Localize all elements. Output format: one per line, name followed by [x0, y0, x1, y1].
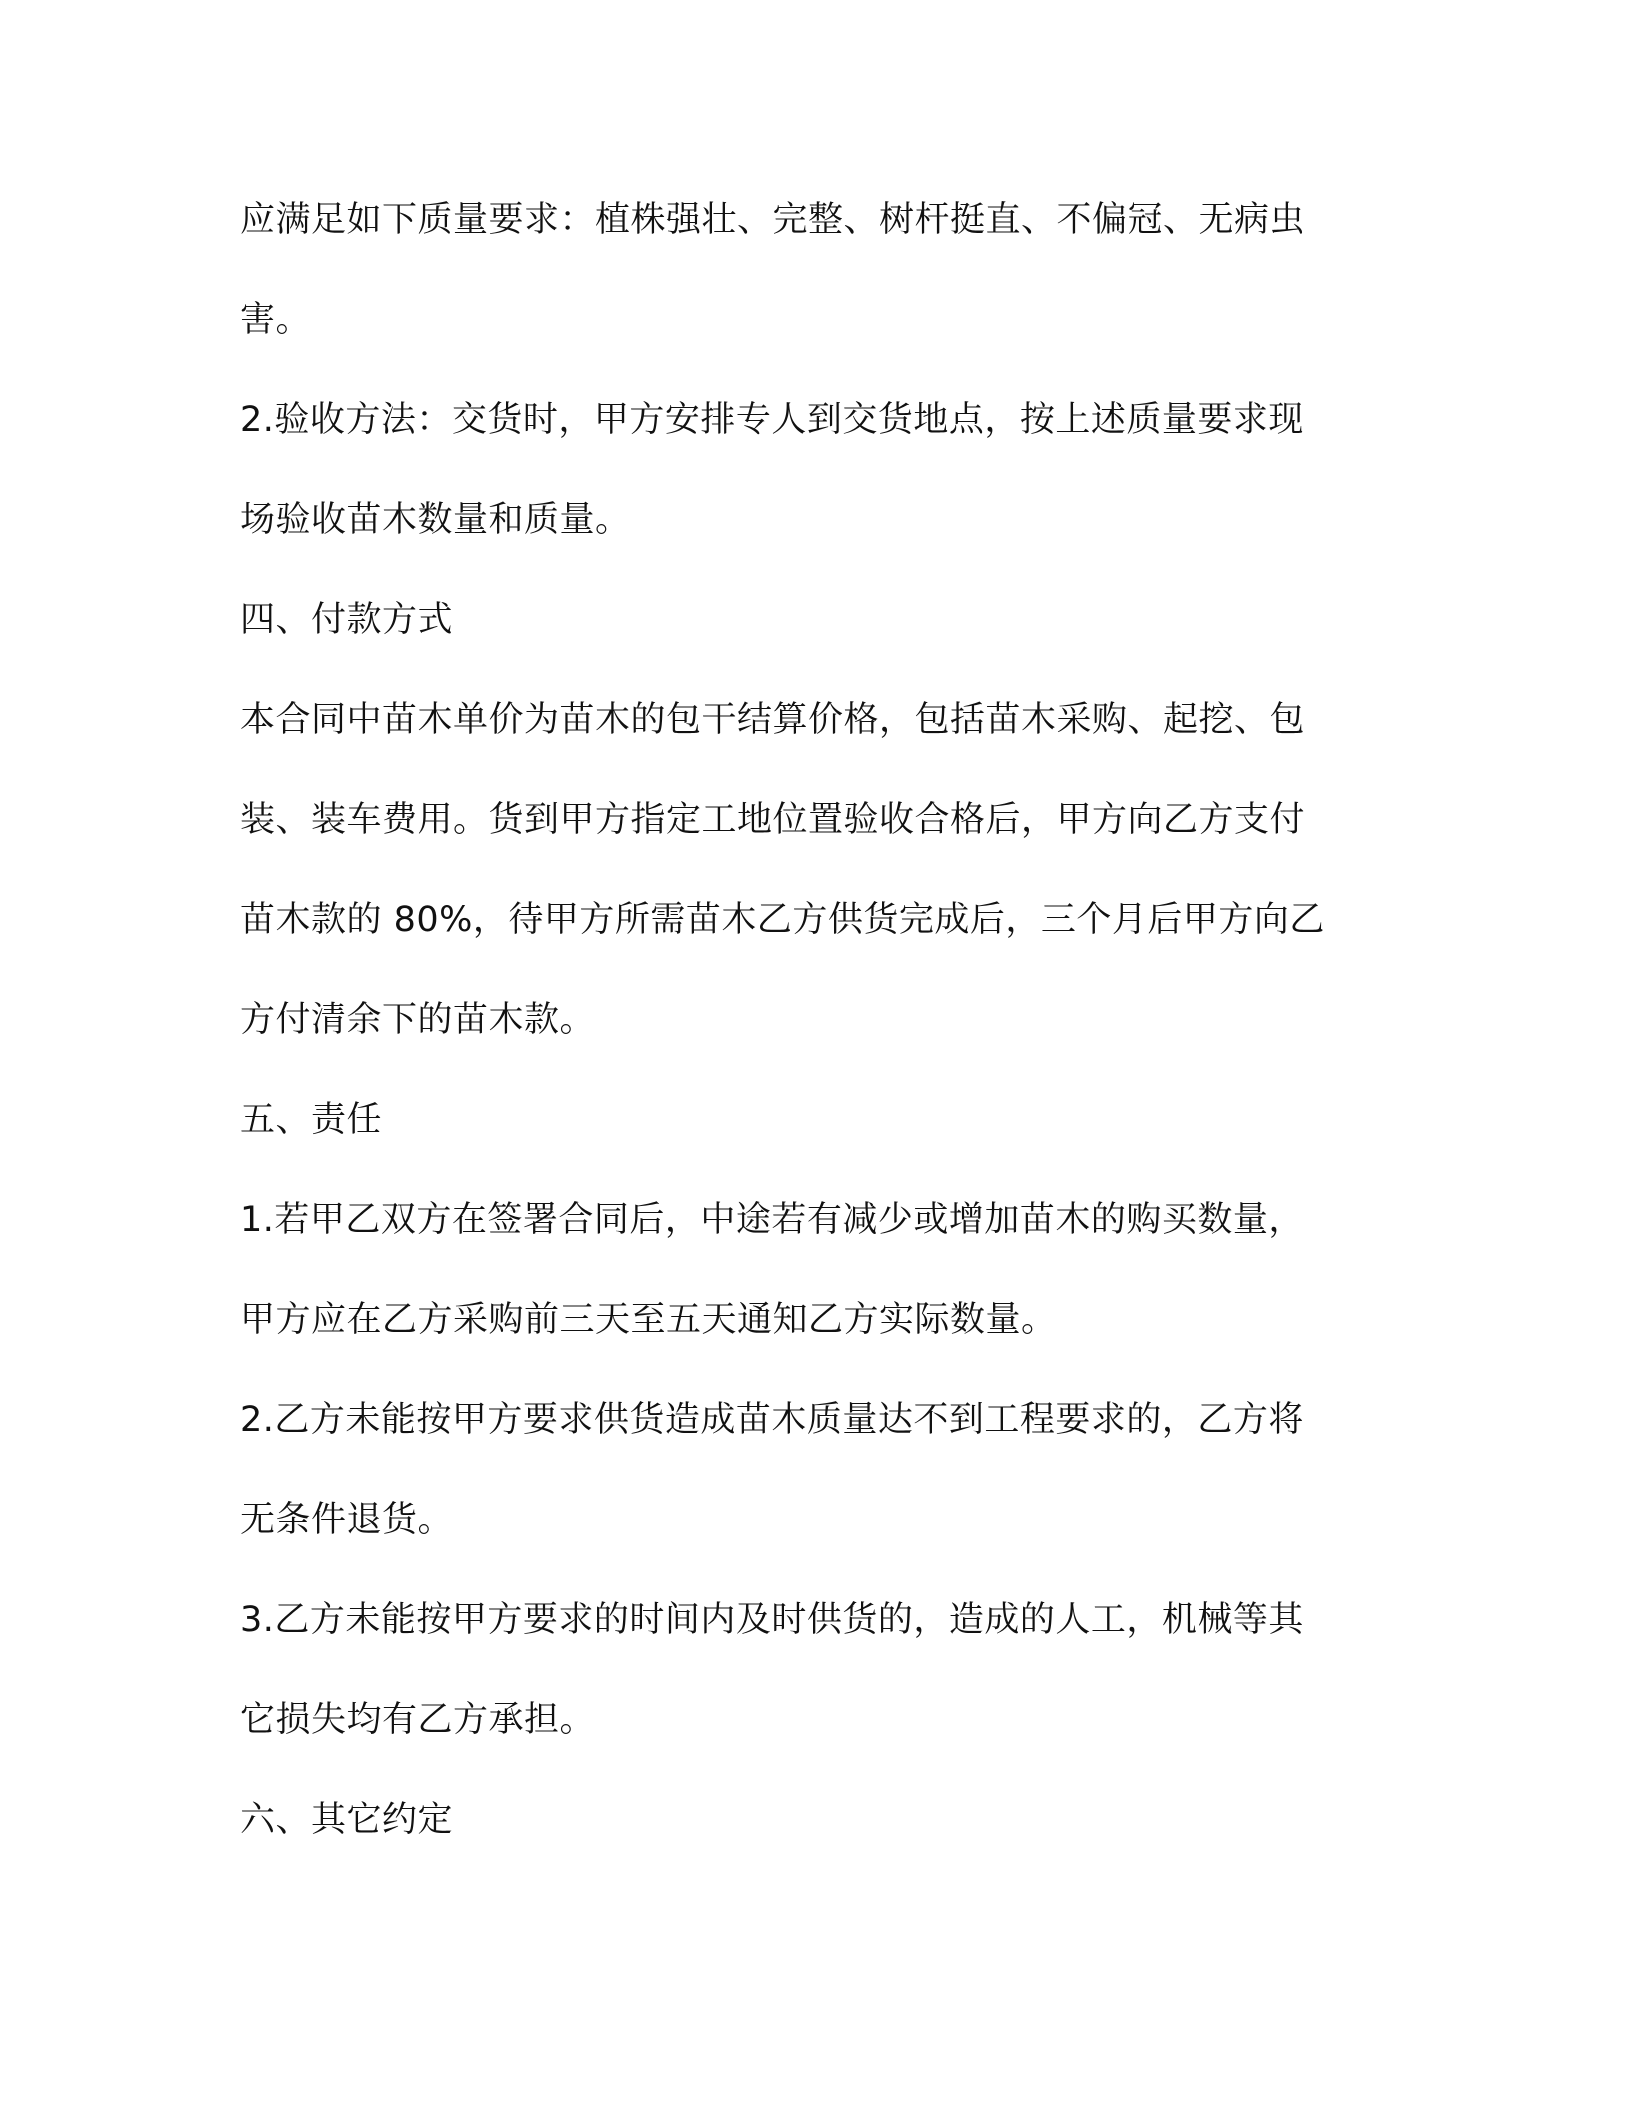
text-line: 2.乙方未能按甲方要求供货造成苗木质量达不到工程要求的，乙方将: [240, 1400, 1304, 1440]
section-heading: 四、付款方式: [240, 600, 454, 640]
text-line: 它损失均有乙方承担。: [240, 1700, 596, 1740]
text-line: 装、装车费用。货到甲方指定工地位置验收合格后，甲方向乙方支付: [240, 800, 1306, 840]
text-line: 本合同中苗木单价为苗木的包干结算价格，包括苗木采购、起挖、包: [240, 700, 1306, 740]
text-line: 害。: [240, 300, 312, 340]
text-line: 无条件退货。: [240, 1500, 454, 1540]
section-heading: 六、其它约定: [240, 1800, 454, 1840]
text-line: 甲方应在乙方采购前三天至五天通知乙方实际数量。: [240, 1300, 1057, 1340]
text-line: 2.验收方法：交货时，甲方安排专人到交货地点，按上述质量要求现: [240, 400, 1304, 440]
text-line: 苗木款的 80%，待甲方所需苗木乙方供货完成后，三个月后甲方向乙: [240, 900, 1325, 940]
text-line: 应满足如下质量要求：植株强壮、完整、树杆挺直、不偏冠、无病虫: [240, 200, 1306, 240]
text-line: 方付清余下的苗木款。: [240, 1000, 596, 1040]
text-line: 1.若甲乙双方在签署合同后，中途若有减少或增加苗木的购买数量，: [240, 1200, 1304, 1240]
text-line: 3.乙方未能按甲方要求的时间内及时供货的，造成的人工，机械等其: [240, 1600, 1304, 1640]
text-line: 场验收苗木数量和质量。: [240, 500, 631, 540]
section-heading: 五、责任: [240, 1100, 383, 1140]
